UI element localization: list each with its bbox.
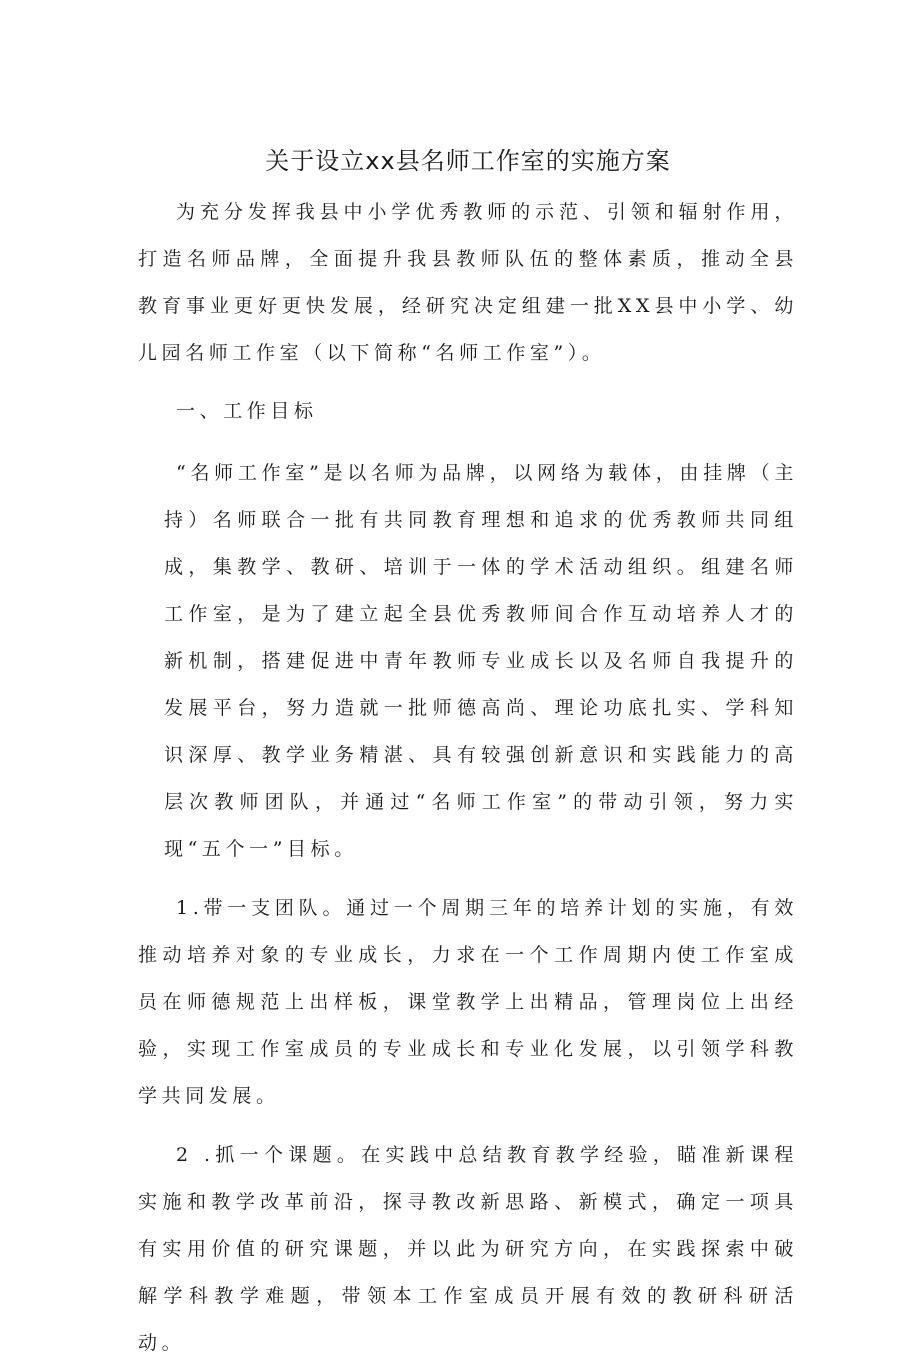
section-body-paragraph: “名师工作室”是以名师为品牌，以网络为载体，由挂牌（主持）名师联合一批有共同教育理想和追求的优秀教师共同组成，集教学、教研、培训于一体的学术活动组织。组建名师工作室，是为了建立起全县优秀教师间合作互动培养人才的新机制，搭建促进中青年教师专业成长以及名师自我提升的发展平台，努力造就一批师德高尚、理论功底扎实、学科知识深厚、教学业务精湛、具有较强创新意识和实践能力的高层次教师团队，并通过“名师工作室”的带动引领，努力实现“五个一”目标。 xyxy=(164,462,798,860)
list-item-team: 1.带一支团队。通过一个周期三年的培养计划的实施，有效推动培养对象的专业成长，力求在一个工作周期内使工作室成员在师德规范上出样板，课堂教学上出精品，管理岗位上出经验，实现工作室成员的专业成长和专业化发展，以引领学科教学共同发展。 xyxy=(138,897,798,1107)
document-page xyxy=(138,126,798,1367)
section-heading-work-goals: 一、工作目标 xyxy=(176,400,318,422)
intro-paragraph: 为充分发挥我县中小学优秀教师的示范、引领和辐射作用，打造名师品牌，全面提升我县教师队伍的整体素质，推动全县教育事业更好更快发展，经研究决定组建一批XX县中小学、幼儿园名师工作室（以下简称“名师工作室”）。 xyxy=(138,201,798,364)
list-item-project: 2 .抓一个课题。在实践中总结教育教学经验，瞄准新课程实施和教学改革前沿，探寻教改新思路、新模式，确定一项具有实用价值的研究课题，并以此为研究方向，在实践探索中破解学科教学难题，带领本工作室成员开展有效的教研科研活动。 xyxy=(138,1144,798,1354)
document-title: 关于设立xx县名师工作室的实施方案 xyxy=(265,147,671,175)
